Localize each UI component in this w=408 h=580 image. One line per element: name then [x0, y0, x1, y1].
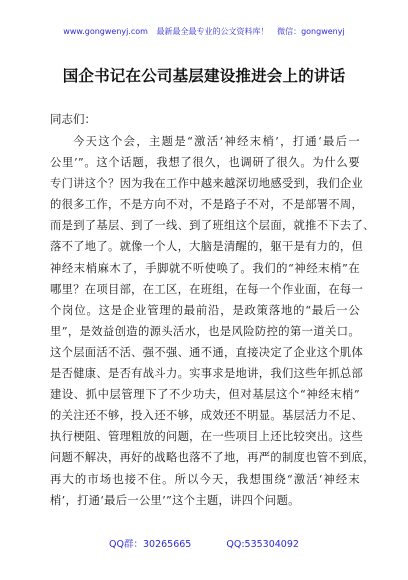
body-line: 梢’，打通‘最后一公里’”这个主题，讲四个问题。 [50, 493, 300, 507]
body-line: 是否健康、是否有战斗力。实事求是地讲，我们这些年抓总部 [50, 367, 364, 381]
body-paragraph [50, 131, 375, 511]
header-tagline: 最新最全最专业的公文资料库！ [156, 27, 269, 36]
body-line: 专门讲这个？因为我在工作中越来越深切地感受到，我们企业 [50, 177, 364, 191]
body-line: 神经末梢麻木了，手脚就不听使唤了。我们的“神经末梢”在 [50, 261, 360, 275]
body-line: 今天这个会，主题是“激活‘神经末梢’，打通‘最后一 [73, 135, 360, 148]
body-line: 的很多工作，不是方向不对，不是路子不对，不是部署不周， [50, 198, 364, 212]
body-line: 问题不解决，再好的战略也落不了地，再严的制度也管不到底， [50, 451, 375, 465]
body-line: 再大的市场也接不住。所以今天，我想围绕“激活‘神经末 [50, 472, 360, 486]
page-header [0, 26, 408, 37]
body-line: 里”，是效益创造的源头活水，也是风险防控的第一道关口。 [50, 324, 360, 338]
page-footer [0, 536, 408, 550]
footer-qq-group: QQ群：30265665 [109, 539, 192, 550]
body-line: 的关注还不够，投入还不够，成效还不明显。基层活力不足、 [50, 409, 364, 423]
document-title: 国企书记在公司基层建设推进会上的讲话 [62, 67, 346, 85]
body-line: 执行梗阻、管理粗放的问题，在一些项目上还比较突出。这些 [50, 430, 364, 444]
header-site-url[interactable]: www.gongwenyj.com [63, 27, 148, 36]
body-line: 个岗位。这是企业管理的最前沿，是政策落地的“最后一公 [50, 303, 360, 317]
footer-qq: QQ:535304092 [226, 539, 299, 550]
body-line: 建设、抓中层管理下了不少功夫，但对基层这个“神经末梢” [50, 388, 360, 402]
body-line: 而是到了基层、到了一线、到了班组这个层面，就推不下去了、 [50, 219, 375, 233]
body-line: 这个层面活不活、强不强、通不通，直接决定了企业这个肌体 [50, 345, 364, 359]
header-wechat: 微信：gongwenyj [277, 27, 345, 36]
body-line: 公里’”。这个话题，我想了很久，也调研了很久。为什么要 [50, 156, 360, 170]
body-line: 落不了地了。就像一个人，大脑是清醒的，躯干是有力的，但 [50, 240, 364, 254]
greeting: 同志们： [50, 112, 96, 126]
body-line: 哪里？在项目部，在工区，在班组，在每一个作业面，在每一 [50, 282, 364, 296]
